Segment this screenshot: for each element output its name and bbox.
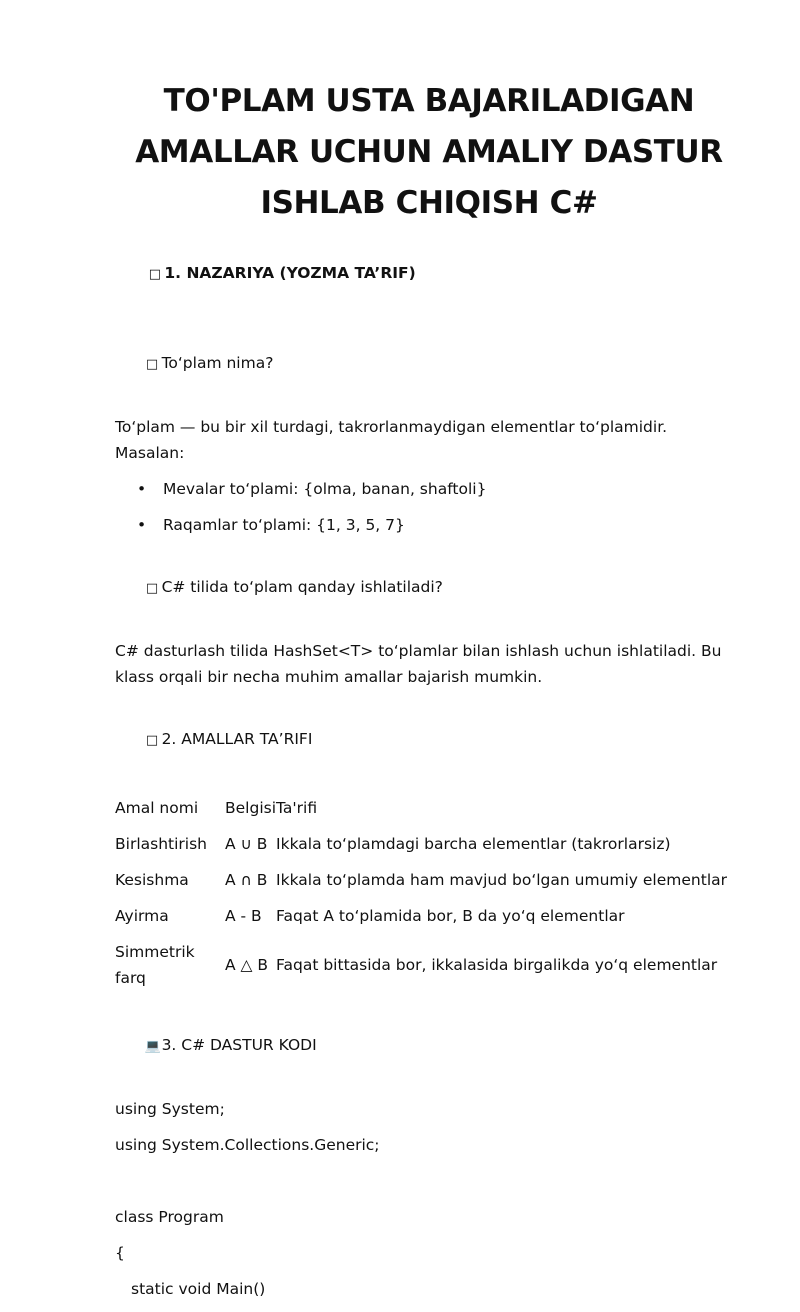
cell-definition: Faqat A to‘plamida bor, B da yo‘q elementlar — [276, 907, 625, 925]
book-icon: □ — [148, 267, 162, 282]
document-body — [115, 234, 740, 1312]
table-row — [115, 934, 740, 996]
set-definition: To‘plam — bu bir xil turdagi, takrorlanmaydigan elementlar to‘plamidir. Masalan: — [115, 418, 673, 462]
cell-name: Birlashtirish — [115, 835, 207, 853]
section1-heading — [115, 234, 740, 314]
question-csharp-usage — [115, 548, 740, 628]
section2-heading — [115, 700, 740, 780]
section1-heading-text: 1. NAZARIYA (YOZMA TA’RIF) — [164, 264, 416, 282]
header-symbol: Belgisi — [225, 799, 277, 817]
cell-definition: Ikkala to‘plamda ham mavjud bo‘lgan umumiy elementlar — [276, 871, 727, 889]
section2-heading-text: 2. AMALLAR TA’RIFI — [161, 730, 313, 748]
question-csharp-usage-text: C# tilida to‘plam qanday ishlatiladi? — [161, 578, 443, 596]
cell-name: Simmetrik farq — [115, 943, 195, 987]
title-line-1: TO'PLAM USTA BAJARILADIGAN — [163, 83, 695, 119]
list-item: • Mevalar to‘plami: {olma, banan, shaftoli} — [115, 476, 740, 502]
code-line: using System; — [115, 1100, 225, 1118]
list-item: • Raqamlar to‘plami: {1, 3, 5, 7} — [115, 512, 740, 538]
title-line-3: ISHLAB CHIQISH C# — [260, 185, 598, 221]
question-what-is-set — [115, 324, 740, 404]
table-row — [115, 898, 740, 934]
operations-table — [115, 790, 740, 996]
code-blank-line — [115, 1168, 740, 1194]
table-row — [115, 826, 740, 862]
section3-heading — [115, 1006, 740, 1086]
cell-symbol: A ∪ B — [225, 835, 268, 853]
cell-symbol: A △ B — [225, 956, 269, 974]
cell-symbol: A - B — [225, 907, 262, 925]
code-line: class Program — [115, 1208, 224, 1226]
code-line: static void Main() — [131, 1280, 266, 1298]
table-header-row — [115, 790, 740, 826]
computer-icon: 💻 — [144, 1039, 161, 1054]
header-name: Amal nomi — [115, 799, 199, 817]
hashset-paragraph: C# dasturlash tilida HashSet<T> to‘plamlar bilan ishlash uchun ishlatiladi. Bu klass orqali bir necha muhim amallar bajarish mumkin. — [115, 642, 727, 686]
code-line: { — [115, 1244, 125, 1262]
question-icon: □ — [145, 357, 159, 372]
list-icon: □ — [145, 733, 159, 748]
cell-name: Kesishma — [115, 871, 189, 889]
cell-definition: Ikkala to‘plamdagi barcha elementlar (takrorlarsiz) — [276, 835, 671, 853]
cell-symbol: A ∩ B — [225, 871, 268, 889]
section3-heading-text: 3. C# DASTUR KODI — [161, 1036, 317, 1054]
cell-definition: Faqat bittasida bor, ikkalasida birgalikda yo‘q elementlar — [276, 956, 718, 974]
question-icon: □ — [145, 581, 159, 596]
document-title — [115, 76, 743, 229]
example-list — [115, 476, 740, 538]
question-what-is-set-text: To‘plam nima? — [161, 354, 274, 372]
header-definition: Ta'rifi — [276, 799, 318, 817]
cell-name: Ayirma — [115, 907, 169, 925]
code-line: using System.Collections.Generic; — [115, 1136, 380, 1154]
title-line-2: AMALLAR UCHUN AMALIY DASTUR — [135, 134, 723, 170]
table-row — [115, 862, 740, 898]
